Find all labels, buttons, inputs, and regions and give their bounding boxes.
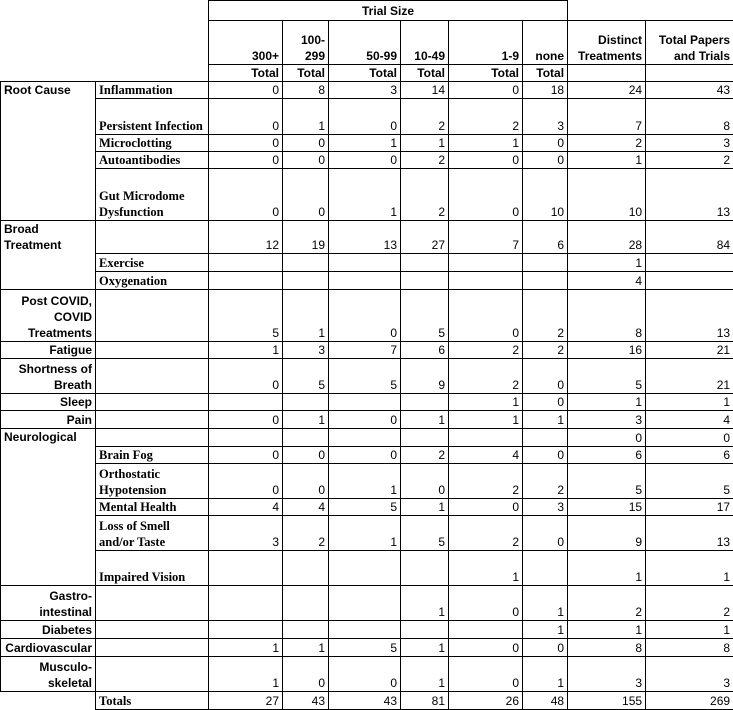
subheader-total: Total — [209, 65, 283, 82]
distinct-treatments-cell: 2 — [568, 134, 646, 151]
value-cell: 0 — [283, 151, 329, 168]
value-cell: 0 — [209, 411, 283, 428]
row-subcategory — [96, 394, 209, 411]
distinct-treatments-cell: 4 — [568, 271, 646, 289]
total-papers-cell: 3 — [646, 134, 733, 151]
row-subcategory: Microclotting — [96, 134, 209, 151]
total-papers-cell: 13 — [646, 168, 733, 220]
value-cell — [329, 621, 401, 638]
row-subcategory — [96, 221, 209, 254]
row-subcategory: Exercise — [96, 253, 209, 271]
value-cell: 0 — [523, 151, 568, 168]
table-row — [1, 168, 733, 220]
value-cell: 1 — [329, 134, 401, 151]
value-cell — [329, 551, 401, 586]
row-subcategory: Inflammation — [96, 82, 209, 99]
distinct-treatments-cell: 8 — [568, 638, 646, 656]
value-cell: 2 — [401, 168, 449, 220]
value-cell: 0 — [329, 99, 401, 134]
value-cell: 4 — [209, 498, 283, 515]
distinct-treatments-cell: 1 — [568, 151, 646, 168]
totals-value-cell: 81 — [401, 691, 449, 709]
row-category: Pain — [1, 411, 96, 428]
value-cell: 0 — [209, 134, 283, 151]
total-papers-cell: 0 — [646, 428, 733, 446]
value-cell — [449, 271, 523, 289]
trial-size-header: Trial Size — [209, 1, 568, 21]
total-papers-cell: 17 — [646, 498, 733, 515]
value-cell: 1 — [401, 638, 449, 656]
table-row — [1, 656, 733, 691]
value-cell: 2 — [449, 359, 523, 394]
value-cell: 1 — [449, 411, 523, 428]
row-category: Broad Treatment — [1, 221, 96, 254]
value-cell — [209, 428, 283, 446]
row-category: Diabetes — [1, 621, 96, 638]
value-cell: 1 — [449, 134, 523, 151]
col-header-1-9: 1-9 — [449, 21, 523, 65]
table-row — [1, 359, 733, 394]
table-row — [1, 151, 733, 168]
value-cell — [209, 621, 283, 638]
totals-value-cell: 48 — [523, 691, 568, 709]
value-cell: 5 — [283, 359, 329, 394]
value-cell: 1 — [401, 586, 449, 621]
table-row — [1, 463, 733, 498]
distinct-treatments-cell: 1 — [568, 253, 646, 271]
value-cell: 0 — [449, 638, 523, 656]
value-cell: 0 — [283, 656, 329, 691]
value-cell: 0 — [283, 446, 329, 463]
value-cell: 0 — [523, 638, 568, 656]
row-subcategory — [96, 359, 209, 394]
value-cell — [401, 271, 449, 289]
value-cell — [523, 253, 568, 271]
row-category: Root Cause — [1, 82, 96, 99]
value-cell — [449, 428, 523, 446]
row-category: Neurological — [1, 428, 96, 446]
row-subcategory — [96, 621, 209, 638]
value-cell: 5 — [329, 638, 401, 656]
value-cell — [329, 271, 401, 289]
totals-value-cell: 43 — [283, 691, 329, 709]
value-cell: 27 — [401, 221, 449, 254]
subheader-total: Total — [449, 65, 523, 82]
total-papers-cell — [646, 271, 733, 289]
row-subcategory: Mental Health — [96, 498, 209, 515]
distinct-treatments-cell: 1 — [568, 551, 646, 586]
value-cell: 1 — [401, 656, 449, 691]
table-row — [1, 498, 733, 515]
value-cell — [401, 621, 449, 638]
row-category: Sleep — [1, 394, 96, 411]
row-category: Musculo-skeletal — [1, 656, 96, 691]
total-papers-cell — [646, 253, 733, 271]
value-cell: 3 — [329, 82, 401, 99]
header-row-group — [1, 1, 733, 21]
value-cell: 0 — [209, 463, 283, 498]
table-row — [1, 271, 733, 289]
distinct-treatments-cell: 2 — [568, 586, 646, 621]
table-row — [1, 621, 733, 638]
row-subcategory — [96, 638, 209, 656]
value-cell: 1 — [449, 394, 523, 411]
total-papers-cell: 43 — [646, 82, 733, 99]
value-cell: 0 — [523, 394, 568, 411]
totals-value-cell: 43 — [329, 691, 401, 709]
value-cell: 1 — [523, 411, 568, 428]
totals-value-cell: 27 — [209, 691, 283, 709]
totals-label: Totals — [96, 691, 209, 709]
distinct-treatments-cell: 10 — [568, 168, 646, 220]
value-cell: 0 — [329, 289, 401, 341]
value-cell: 0 — [283, 134, 329, 151]
table-row — [1, 428, 733, 446]
value-cell: 5 — [401, 515, 449, 550]
total-papers-cell: 1 — [646, 551, 733, 586]
distinct-treatments-cell: 3 — [568, 411, 646, 428]
value-cell: 0 — [523, 134, 568, 151]
value-cell: 0 — [449, 82, 523, 99]
value-cell: 3 — [209, 515, 283, 550]
total-papers-cell: 13 — [646, 515, 733, 550]
value-cell: 2 — [449, 99, 523, 134]
row-subcategory: Gut Microdome Dysfunction — [96, 168, 209, 220]
value-cell: 1 — [209, 638, 283, 656]
total-papers-cell: 3 — [646, 656, 733, 691]
total-papers-cell: 13 — [646, 289, 733, 341]
value-cell: 4 — [283, 498, 329, 515]
value-cell: 1 — [401, 498, 449, 515]
table-row — [1, 411, 733, 428]
value-cell — [209, 586, 283, 621]
value-cell: 0 — [523, 515, 568, 550]
value-cell — [283, 551, 329, 586]
value-cell: 0 — [523, 359, 568, 394]
header-row-total — [1, 65, 733, 82]
value-cell: 6 — [401, 342, 449, 359]
value-cell — [401, 428, 449, 446]
value-cell: 19 — [283, 221, 329, 254]
value-cell: 14 — [401, 82, 449, 99]
row-category — [1, 134, 96, 151]
row-category — [1, 446, 96, 463]
value-cell — [329, 428, 401, 446]
row-category — [1, 271, 96, 289]
value-cell — [401, 253, 449, 271]
distinct-treatments-cell: 15 — [568, 498, 646, 515]
row-subcategory — [96, 428, 209, 446]
distinct-treatments-cell: 5 — [568, 359, 646, 394]
value-cell — [209, 253, 283, 271]
row-category — [1, 463, 96, 498]
table-row — [1, 586, 733, 621]
total-papers-cell: 1 — [646, 394, 733, 411]
total-papers-cell: 2 — [646, 151, 733, 168]
value-cell: 0 — [449, 151, 523, 168]
distinct-treatments-cell: 5 — [568, 463, 646, 498]
table-row — [1, 551, 733, 586]
col-header-300-plus: 300+ — [209, 21, 283, 65]
table-row — [1, 446, 733, 463]
value-cell — [329, 586, 401, 621]
value-cell: 1 — [283, 99, 329, 134]
total-papers-cell: 84 — [646, 221, 733, 254]
row-category — [1, 253, 96, 271]
value-cell: 6 — [523, 221, 568, 254]
value-cell: 1 — [209, 342, 283, 359]
value-cell: 13 — [329, 221, 401, 254]
table-row — [1, 342, 733, 359]
table-row — [1, 253, 733, 271]
distinct-treatments-cell: 7 — [568, 99, 646, 134]
value-cell: 2 — [523, 463, 568, 498]
value-cell: 0 — [449, 656, 523, 691]
distinct-treatments-cell: 1 — [568, 394, 646, 411]
distinct-treatments-cell: 16 — [568, 342, 646, 359]
value-cell: 3 — [523, 498, 568, 515]
distinct-treatments-cell: 3 — [568, 656, 646, 691]
value-cell — [283, 428, 329, 446]
total-papers-cell: 4 — [646, 411, 733, 428]
value-cell: 1 — [401, 134, 449, 151]
value-cell: 1 — [329, 463, 401, 498]
value-cell: 4 — [449, 446, 523, 463]
total-papers-cell: 21 — [646, 359, 733, 394]
row-category: Post COVID, COVID Treatments — [1, 289, 96, 341]
value-cell: 1 — [401, 411, 449, 428]
value-cell: 0 — [329, 446, 401, 463]
value-cell: 0 — [209, 168, 283, 220]
value-cell: 0 — [283, 463, 329, 498]
value-cell: 0 — [523, 446, 568, 463]
value-cell — [283, 271, 329, 289]
row-subcategory: Orthostatic Hypotension — [96, 463, 209, 498]
value-cell: 2 — [401, 99, 449, 134]
distinct-treatments-cell: 28 — [568, 221, 646, 254]
row-subcategory: Impaired Vision — [96, 551, 209, 586]
value-cell — [401, 394, 449, 411]
subheader-total: Total — [523, 65, 568, 82]
value-cell: 7 — [449, 221, 523, 254]
value-cell: 1 — [449, 551, 523, 586]
value-cell: 12 — [209, 221, 283, 254]
totals-row — [1, 691, 733, 709]
row-category: Gastro-intestinal — [1, 586, 96, 621]
subheader-total: Total — [401, 65, 449, 82]
col-header-10-49: 10-49 — [401, 21, 449, 65]
table-row — [1, 394, 733, 411]
row-category — [1, 99, 96, 134]
value-cell — [209, 271, 283, 289]
table-row — [1, 82, 733, 99]
row-subcategory: Autoantibodies — [96, 151, 209, 168]
value-cell: 3 — [283, 342, 329, 359]
row-subcategory — [96, 411, 209, 428]
value-cell: 1 — [329, 515, 401, 550]
value-cell — [283, 621, 329, 638]
row-subcategory — [96, 342, 209, 359]
totals-total-papers: 269 — [646, 691, 733, 709]
value-cell: 0 — [449, 168, 523, 220]
totals-value-cell: 26 — [449, 691, 523, 709]
value-cell: 1 — [283, 638, 329, 656]
value-cell: 2 — [401, 446, 449, 463]
value-cell: 0 — [329, 656, 401, 691]
value-cell: 10 — [523, 168, 568, 220]
totals-distinct-treatments: 155 — [568, 691, 646, 709]
value-cell: 5 — [329, 498, 401, 515]
value-cell — [523, 271, 568, 289]
value-cell: 0 — [329, 151, 401, 168]
row-subcategory: Persistent Infection — [96, 99, 209, 134]
value-cell — [209, 394, 283, 411]
value-cell: 1 — [523, 621, 568, 638]
row-category — [1, 168, 96, 220]
value-cell: 0 — [209, 151, 283, 168]
value-cell: 0 — [329, 411, 401, 428]
value-cell: 1 — [283, 289, 329, 341]
value-cell: 0 — [209, 446, 283, 463]
value-cell: 1 — [209, 656, 283, 691]
subheader-total: Total — [283, 65, 329, 82]
value-cell — [523, 428, 568, 446]
distinct-treatments-cell: 24 — [568, 82, 646, 99]
row-category — [1, 515, 96, 550]
row-subcategory — [96, 656, 209, 691]
col-header-total-papers: Total Papers and Trials — [646, 21, 733, 65]
total-papers-cell: 8 — [646, 99, 733, 134]
value-cell — [283, 253, 329, 271]
value-cell — [283, 586, 329, 621]
value-cell: 1 — [523, 586, 568, 621]
row-subcategory: Brain Fog — [96, 446, 209, 463]
value-cell: 2 — [449, 342, 523, 359]
table-row — [1, 638, 733, 656]
value-cell: 5 — [329, 359, 401, 394]
row-category: Cardiovascular — [1, 638, 96, 656]
row-category: Shortness of Breath — [1, 359, 96, 394]
value-cell — [283, 394, 329, 411]
total-papers-cell: 2 — [646, 586, 733, 621]
value-cell: 1 — [283, 411, 329, 428]
value-cell: 0 — [283, 168, 329, 220]
table-row — [1, 134, 733, 151]
value-cell: 0 — [449, 586, 523, 621]
value-cell — [401, 551, 449, 586]
total-papers-cell: 8 — [646, 638, 733, 656]
value-cell: 0 — [449, 289, 523, 341]
row-subcategory — [96, 586, 209, 621]
total-papers-cell: 5 — [646, 463, 733, 498]
distinct-treatments-cell: 0 — [568, 428, 646, 446]
value-cell — [209, 551, 283, 586]
value-cell: 0 — [209, 99, 283, 134]
col-header-none: none — [523, 21, 568, 65]
row-category: Fatigue — [1, 342, 96, 359]
distinct-treatments-cell: 8 — [568, 289, 646, 341]
value-cell: 2 — [401, 151, 449, 168]
value-cell: 1 — [523, 656, 568, 691]
value-cell: 8 — [283, 82, 329, 99]
value-cell: 0 — [449, 498, 523, 515]
distinct-treatments-cell: 9 — [568, 515, 646, 550]
col-header-distinct-treatments: Distinct Treatments — [568, 21, 646, 65]
total-papers-cell: 6 — [646, 446, 733, 463]
value-cell — [449, 621, 523, 638]
value-cell: 2 — [283, 515, 329, 550]
value-cell: 3 — [523, 99, 568, 134]
value-cell: 2 — [523, 289, 568, 341]
total-papers-cell: 21 — [646, 342, 733, 359]
header-row-columns — [1, 21, 733, 65]
subheader-total: Total — [329, 65, 401, 82]
row-subcategory: Loss of Smell and/or Taste — [96, 515, 209, 550]
value-cell: 7 — [329, 342, 401, 359]
value-cell: 2 — [449, 463, 523, 498]
value-cell: 0 — [401, 463, 449, 498]
total-papers-cell: 1 — [646, 621, 733, 638]
value-cell: 5 — [401, 289, 449, 341]
table-row — [1, 289, 733, 341]
value-cell — [329, 253, 401, 271]
value-cell — [523, 551, 568, 586]
value-cell: 0 — [209, 82, 283, 99]
table-row — [1, 515, 733, 550]
table-row — [1, 99, 733, 134]
row-category — [1, 551, 96, 586]
value-cell: 2 — [523, 342, 568, 359]
distinct-treatments-cell: 6 — [568, 446, 646, 463]
row-category — [1, 498, 96, 515]
row-subcategory — [96, 289, 209, 341]
distinct-treatments-cell: 1 — [568, 621, 646, 638]
value-cell — [449, 253, 523, 271]
value-cell: 18 — [523, 82, 568, 99]
row-subcategory: Oxygenation — [96, 271, 209, 289]
value-cell: 0 — [209, 359, 283, 394]
col-header-50-99: 50-99 — [329, 21, 401, 65]
col-header-100-299: 100-299 — [283, 21, 329, 65]
value-cell: 2 — [449, 515, 523, 550]
table-row — [1, 221, 733, 254]
totals-spacer — [1, 691, 96, 709]
value-cell — [329, 394, 401, 411]
value-cell: 1 — [329, 168, 401, 220]
value-cell: 5 — [209, 289, 283, 341]
row-category — [1, 151, 96, 168]
value-cell: 9 — [401, 359, 449, 394]
